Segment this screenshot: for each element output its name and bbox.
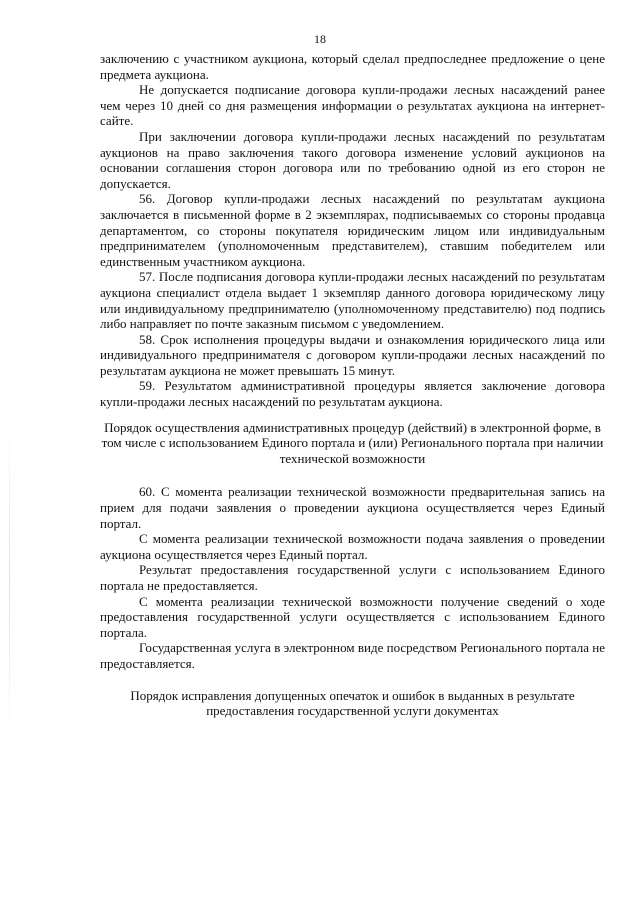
paragraph-57: 57. После подписания договора купли-продажи лесных насаждений по результатам аукциона специалист отдела выдает 1 экземпляр данного договора юридическому лицу или индивидуальному предпринимателю (уполномоченному представителю) под подпись либо направляет по почте заказным письмом с уведомлением. (100, 269, 605, 332)
paragraph-regional-portal: Государственная услуга в электронном виде посредством Регионального портала не предоставляется. (100, 640, 605, 671)
paragraph-signing-restriction: Не допускается подписание договора купли-продажи лесных насаждений ранее чем через 10 дней со дня размещения информации о результатах аукциона на интернет-сайте. (100, 82, 605, 129)
paragraph-60: 60. С момента реализации технической возможности предварительная запись на прием для подачи заявления о проведении аукциона осуществляется через Единый портал. (100, 484, 605, 531)
section-gap (100, 466, 605, 484)
paragraph-conditions-change: При заключении договора купли-продажи лесных насаждений по результатам аукционов на право заключения такого договора изменение условий аукционов на основании соглашения сторон договора или по требованию одной из его сторон не допускается. (100, 128, 605, 191)
paragraph-application-submission: С момента реализации технической возможности подача заявления о проведении аукциона осуществляется через Единый портал. (100, 531, 605, 562)
paragraph-56: 56. Договор купли-продажи лесных насаждений по результатам аукциона заключается в письменной форме в 2 экземплярах, подписываемых со стороны продавца департаментом, со стороны покупателя юридическим лицом или индивидуальным предпринимателем (уполномоченным представителем), ставшим победителем или единственным участником аукциона. (100, 191, 605, 269)
paragraph-58: 58. Срок исполнения процедуры выдачи и ознакомления юридического лица или индивидуального предпринимателя с договором купли-продажи лесных насаждений по результатам аукциона не может превышать 15 минут. (100, 331, 605, 378)
paragraph-result-not-provided: Результат предоставления государственной услуги с использованием Единого портала не предоставляется. (100, 562, 605, 593)
page-number: 18 (314, 32, 326, 46)
section-heading-electronic-procedures: Порядок осуществления административных процедур (действий) в электронной форме, в том числе с использованием Единого портала и (или) Регионального портала при наличии технической возможности (101, 419, 604, 466)
section-gap (100, 410, 605, 420)
section-gap (100, 672, 605, 688)
paragraph-59: 59. Результатом административной процедуры является заключение договора купли-продажи лесных насаждений по результатам аукциона. (100, 378, 605, 410)
paragraph-continuation: заключению с участником аукциона, который сделал предпоследнее предложение о цене предмета аукциона. (100, 51, 605, 82)
page-edge-shadow (9, 420, 10, 740)
document-body (100, 51, 605, 719)
paragraph-progress-info: С момента реализации технической возможности получение сведений о ходе предоставления государственной услуги осуществляется с использованием Единого портала. (100, 593, 605, 640)
section-heading-corrections: Порядок исправления допущенных опечаток и ошибок в выданных в результате предоставления государственной услуги документах (130, 687, 575, 719)
